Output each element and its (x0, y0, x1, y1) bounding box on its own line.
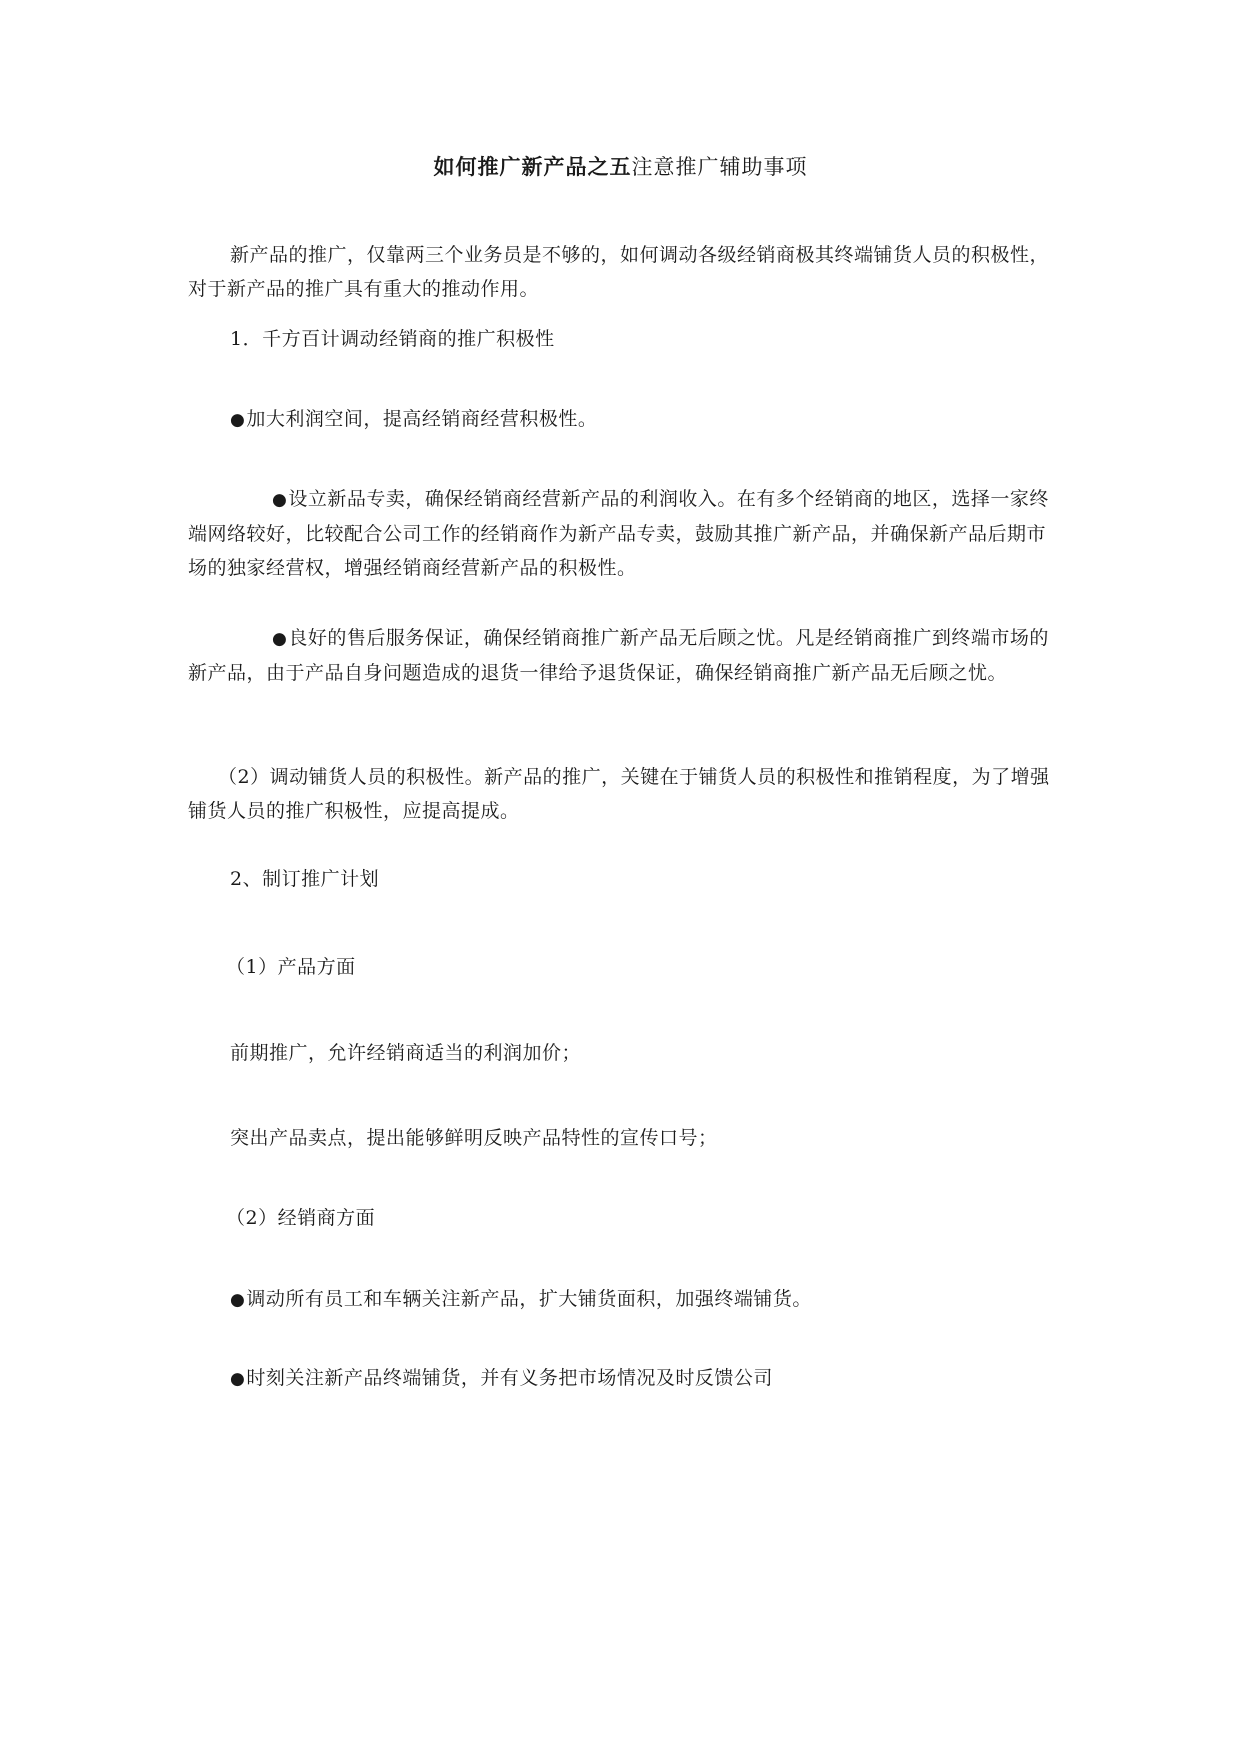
bullet-icon: ● (272, 629, 288, 649)
title-regular-part: 注意推广辅助事项 (631, 155, 808, 179)
document-title (0, 152, 1241, 182)
bullet-text: 设立新品专卖，确保经销商经营新产品的利润收入。在有多个经销商的地区，选择一家终端网络较好，比较配合公司工作的经销商作为新产品专卖，鼓励其推广新产品，并确保新产品后期市场的独家经营权，增强经销商经营新产品的积极性。 (188, 488, 1049, 579)
bullet-text: 加大利润空间，提高经销商经营积极性。 (246, 408, 598, 430)
section-2-subheading-1: （1）产品方面 (226, 956, 356, 978)
bullet-icon: ● (272, 490, 288, 510)
bullet-icon: ● (230, 410, 246, 430)
bullet-text: 良好的售后服务保证，确保经销商推广新产品无后顾之忧。凡是经销商推广到终端市场的新产品，由于产品自身问题造成的退货一律给予退货保证，确保经销商推广新产品无后顾之忧。 (188, 627, 1049, 684)
bullet-text: 调动所有员工和车辆关注新产品，扩大铺货面积，加强终端铺货。 (246, 1288, 812, 1310)
bullet-icon: ● (230, 1290, 246, 1310)
bullet-icon: ● (230, 1369, 246, 1389)
section-1-heading: 1．千方百计调动经销商的推广积极性 (230, 328, 555, 350)
title-bold-part: 如何推广新产品之五 (433, 154, 632, 179)
section-1-bullet-1 (230, 402, 1063, 437)
section-2-subheading-2: （2）经销商方面 (226, 1207, 376, 1229)
section-1-bullet-3 (188, 621, 1063, 690)
section-1-item-2: （2）调动铺货人员的积极性。新产品的推广，关键在于铺货人员的积极性和推销程度，为了增强铺货人员的推广积极性，应提高提成。 (188, 766, 1050, 822)
section-1-bullet-2 (188, 482, 1063, 585)
section-2-bullet-1 (230, 1282, 1063, 1317)
section-2-bullet-2 (230, 1361, 1063, 1396)
section-2-product-line-1: 前期推广，允许经销商适当的利润加价； (230, 1042, 582, 1064)
bullet-text: 时刻关注新产品终端铺货，并有义务把市场情况及时反馈公司 (246, 1367, 773, 1389)
intro-paragraph: 新产品的推广，仅靠两三个业务员是不够的，如何调动各级经销商极其终端铺货人员的积极性，对于新产品的推广具有重大的推动作用。 (188, 244, 1050, 300)
section-2-product-line-2: 突出产品卖点，提出能够鲜明反映产品特性的宣传口号； (230, 1127, 718, 1149)
section-2-heading: 2、制订推广计划 (230, 868, 380, 890)
